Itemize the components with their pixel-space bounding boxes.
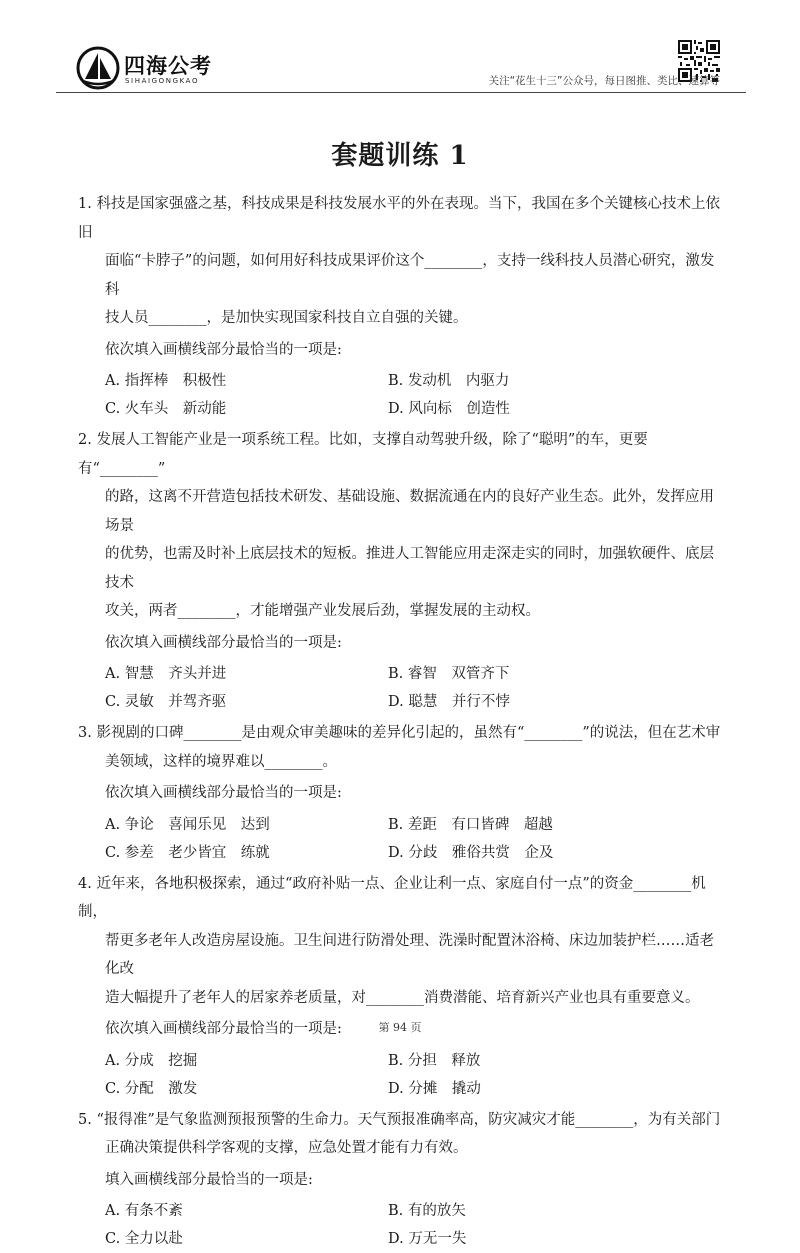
question-1 (78, 190, 728, 423)
option-b[interactable]: B. 分担 释放 (388, 1047, 688, 1075)
option-b[interactable]: B. 有的放矢 (388, 1197, 688, 1225)
question-prompt: 依次填入画横线部分最恰当的一项是: (78, 1015, 728, 1044)
question-text-line: 造大幅提升了老年人的居家养老质量，对________消费潜能、培育新兴产业也具有重要意义。 (78, 984, 728, 1013)
question-text-line: 技人员________，是加快实现国家科技自立自强的关键。 (78, 304, 728, 333)
question-number: 5. (78, 1112, 92, 1128)
question-stem (78, 426, 728, 626)
option-b[interactable]: B. 差距 有口皆碑 超越 (388, 811, 688, 839)
option-b[interactable]: B. 睿智 双管齐下 (388, 660, 688, 688)
question-stem (78, 870, 728, 1013)
page-number: 第 94 页 (0, 1019, 800, 1035)
question-list (78, 190, 728, 1253)
question-text-line: 帮更多老年人改造房屋设施。卫生间进行防滑处理、洗澡时配置沐浴椅、床边加装护栏……适老化改 (78, 927, 728, 984)
sailboat-logo-icon (76, 46, 120, 90)
question-3 (78, 719, 728, 867)
header-divider (56, 92, 746, 93)
brand-logo (76, 46, 226, 92)
option-c[interactable]: C. 灵敏 并驾齐驱 (105, 688, 388, 716)
option-a[interactable]: A. 智慧 齐头并进 (105, 660, 388, 688)
option-grid (78, 367, 728, 423)
question-text-line: “报得准”是气象监测预报预警的生命力。天气预报准确率高，防灾减灾才能________，为有关部门 (96, 1112, 720, 1128)
option-d[interactable]: D. 分歧 雅俗共赏 企及 (388, 839, 688, 867)
question-4 (78, 870, 728, 1103)
option-c[interactable]: C. 火车头 新动能 (105, 395, 388, 423)
question-prompt: 依次填入画横线部分最恰当的一项是: (78, 336, 728, 365)
option-d[interactable]: D. 分摊 撬动 (388, 1075, 688, 1103)
question-number: 4. (78, 876, 92, 892)
option-a[interactable]: A. 有条不紊 (105, 1197, 388, 1225)
question-prompt: 依次填入画横线部分最恰当的一项是: (78, 629, 728, 658)
logo-english-text: SIHAIGONGKAO (125, 77, 199, 85)
question-text-line: 正确决策提供科学客观的支撑，应急处置才能有力有效。 (78, 1134, 728, 1163)
question-text-line: 的优势，也需及时补上底层技术的短板。推进人工智能应用走深走实的同时，加强软硬件、底层技术 (78, 540, 728, 597)
question-text-line: 美领域，这样的境界难以________。 (78, 748, 728, 777)
question-stem (78, 1106, 728, 1163)
option-d[interactable]: D. 聪慧 并行不悖 (388, 688, 688, 716)
option-c[interactable]: C. 分配 激发 (105, 1075, 388, 1103)
question-text-line: 发展人工智能产业是一项系统工程。比如，支撑自动驾驶升级，除了“聪明”的车，更要有“________” (78, 432, 648, 477)
option-d[interactable]: D. 风向标 创造性 (388, 395, 688, 423)
page-header (0, 0, 800, 100)
option-a[interactable]: A. 分成 挖掘 (105, 1047, 388, 1075)
question-stem (78, 719, 728, 776)
option-a[interactable]: A. 争论 喜闻乐见 达到 (105, 811, 388, 839)
option-grid (78, 660, 728, 716)
option-c[interactable]: C. 全力以赴 (105, 1225, 388, 1253)
option-grid (78, 1047, 728, 1103)
question-text-line: 攻关，两者________，才能增强产业发展后劲，掌握发展的主动权。 (78, 597, 728, 626)
question-number: 3. (78, 725, 92, 741)
question-text-line: 近年来，各地积极探索，通过“政府补贴一点、企业让利一点、家庭自付一点”的资金________机制， (78, 876, 706, 921)
question-text-line: 影视剧的口碑________是由观众审美趣味的差异化引起的，虽然有“________”的说法，但在艺术审 (96, 725, 720, 741)
question-number: 2. (78, 432, 92, 448)
option-grid (78, 811, 728, 867)
question-text-line: 面临“卡脖子”的问题，如何用好科技成果评价这个________，支持一线科技人员潜心研究，激发科 (78, 247, 728, 304)
option-a[interactable]: A. 指挥棒 积极性 (105, 367, 388, 395)
question-prompt: 依次填入画横线部分最恰当的一项是: (78, 779, 728, 808)
question-2 (78, 426, 728, 716)
question-text-line: 科技是国家强盛之基，科技成果是科技发展水平的外在表现。当下，我国在多个关键核心技术上依旧 (78, 196, 720, 241)
page-title: 套题训练 1 (0, 135, 800, 172)
question-5 (78, 1106, 728, 1253)
question-prompt: 填入画横线部分最恰当的一项是: (78, 1166, 728, 1195)
header-tagline: 关注“花生十三”公众号，每日图推、类比、速算等 (489, 73, 720, 88)
logo-chinese-text: 四海公考 (124, 50, 212, 80)
question-text-line: 的路，这离不开营造包括技术研发、基础设施、数据流通在内的良好产业生态。此外，发挥应用场景 (78, 483, 728, 540)
option-grid (78, 1197, 728, 1253)
option-c[interactable]: C. 参差 老少皆宜 练就 (105, 839, 388, 867)
question-number: 1. (78, 196, 92, 212)
question-stem (78, 190, 728, 333)
option-b[interactable]: B. 发动机 内驱力 (388, 367, 688, 395)
option-d[interactable]: D. 万无一失 (388, 1225, 688, 1253)
